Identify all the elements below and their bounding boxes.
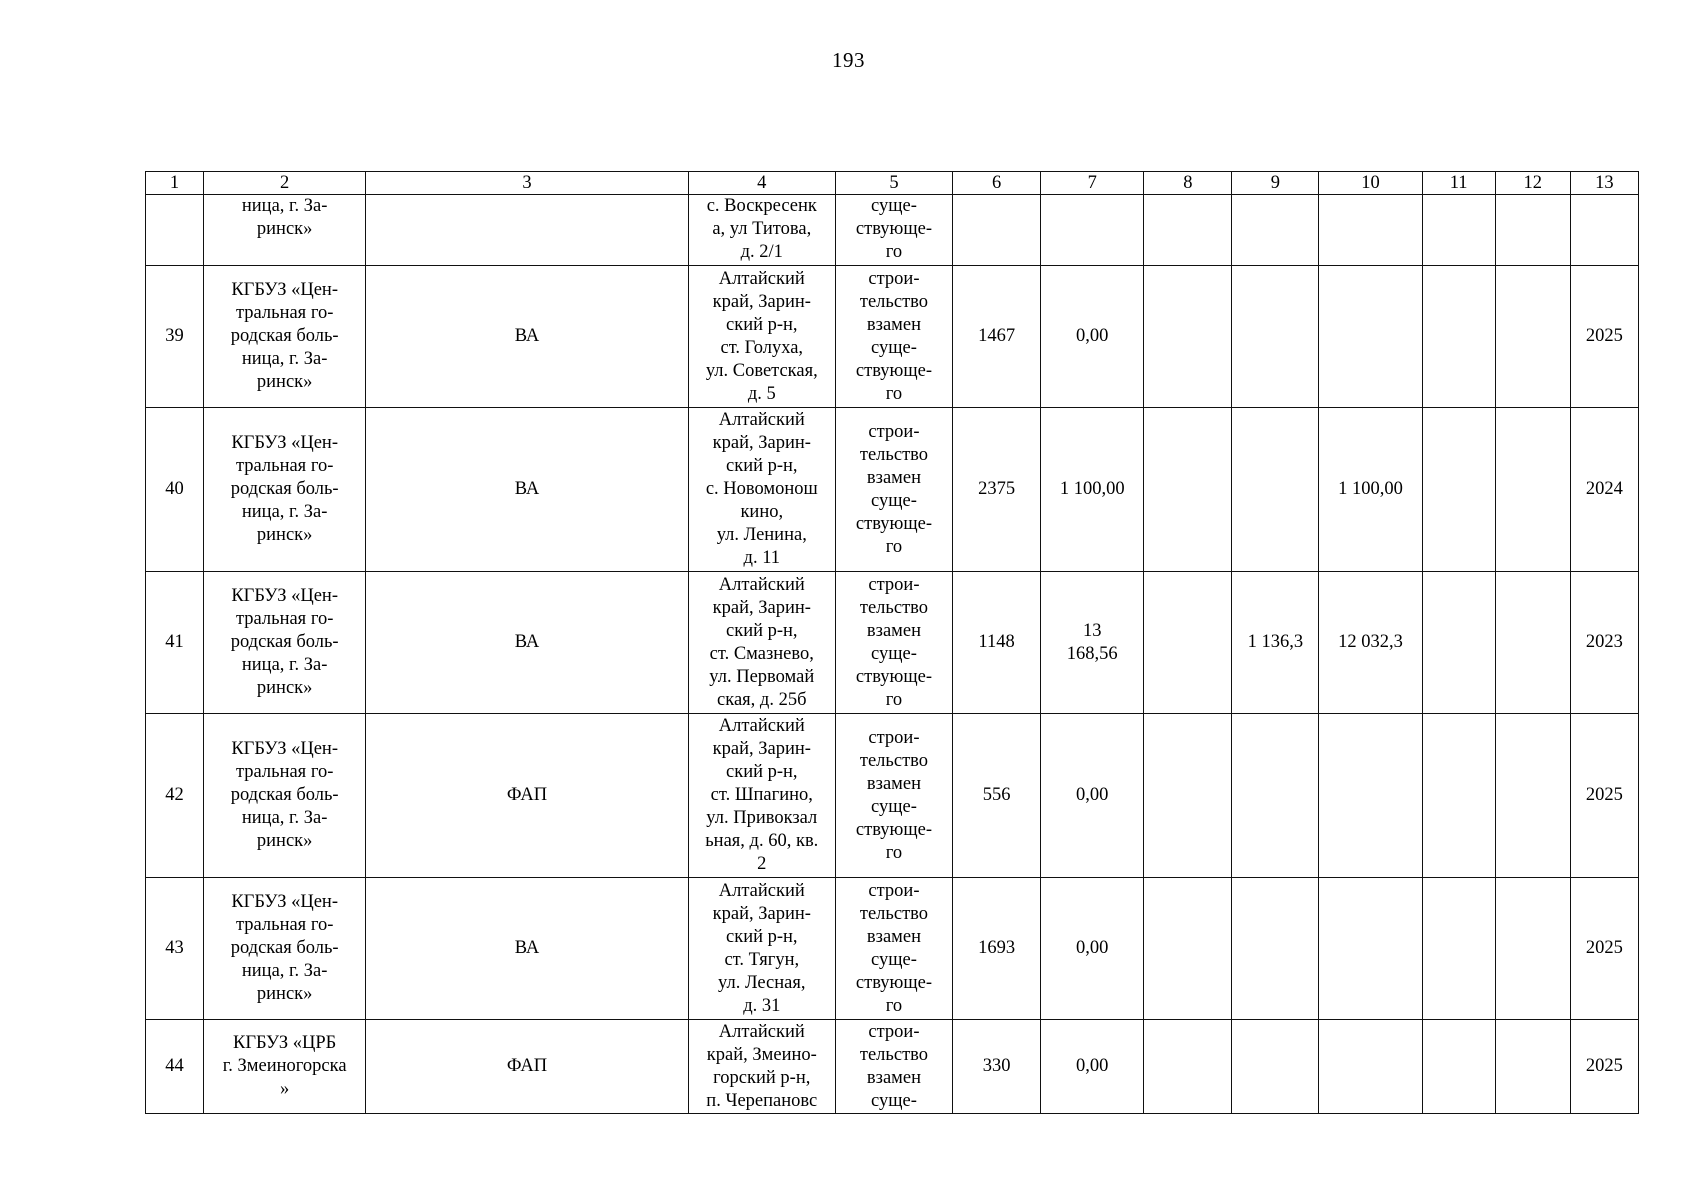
organization-cell: КГБУЗ «Цен- тральная го- родская боль- ница, г. За- ринск» [204, 878, 366, 1020]
cell-col13: 2024 [1570, 408, 1638, 572]
table-row [146, 1020, 1639, 1114]
work-type-cell: строи- тельство взамен суще- ствующе- го [835, 714, 952, 878]
organization-cell: КГБУЗ «Цен- тральная го- родская боль- ница, г. За- ринск» [204, 572, 366, 714]
work-type-cell: строи- тельство взамен суще- [835, 1020, 952, 1114]
cell-col7: 13 168,56 [1041, 572, 1144, 714]
cell-col11 [1422, 1020, 1495, 1114]
table-row [146, 714, 1639, 878]
header-row [146, 172, 1639, 195]
table-row [146, 266, 1639, 408]
object-type-cell: ВА [366, 266, 688, 408]
cell-col12 [1495, 1020, 1570, 1114]
page-number: 193 [832, 48, 865, 72]
column-header-8: 8 [1144, 172, 1232, 195]
cell-col13: 2023 [1570, 572, 1638, 714]
organization-cell: КГБУЗ «Цен- тральная го- родская боль- ница, г. За- ринск» [204, 408, 366, 572]
cell-col6 [953, 195, 1041, 266]
cell-col13: 2025 [1570, 714, 1638, 878]
column-header-3: 3 [366, 172, 688, 195]
object-type-cell: ВА [366, 878, 688, 1020]
row-number-cell: 40 [146, 408, 204, 572]
object-type-cell [366, 195, 688, 266]
address-cell: с. Воскресенк а, ул Титова, д. 2/1 [688, 195, 835, 266]
cell-col10: 1 100,00 [1319, 408, 1422, 572]
cell-col10 [1319, 266, 1422, 408]
cell-col11 [1422, 878, 1495, 1020]
address-cell: Алтайский край, Зарин- ский р-н, ст. Смазнево, ул. Первомай ская, д. 25б [688, 572, 835, 714]
cell-col13: 2025 [1570, 1020, 1638, 1114]
object-type-cell: ФАП [366, 1020, 688, 1114]
cell-col8 [1144, 266, 1232, 408]
object-type-cell: ВА [366, 572, 688, 714]
address-cell: Алтайский край, Зарин- ский р-н, ст. Голуха, ул. Советская, д. 5 [688, 266, 835, 408]
cell-col11 [1422, 195, 1495, 266]
column-header-10: 10 [1319, 172, 1422, 195]
work-type-cell: строи- тельство взамен суще- ствующе- го [835, 572, 952, 714]
address-cell: Алтайский край, Змеино- горский р-н, п. Черепановс [688, 1020, 835, 1114]
table-row [146, 878, 1639, 1020]
work-type-cell: суще- ствующе- го [835, 195, 952, 266]
cell-col7: 0,00 [1041, 266, 1144, 408]
column-header-5: 5 [835, 172, 952, 195]
cell-col7: 1 100,00 [1041, 408, 1144, 572]
cell-col12 [1495, 266, 1570, 408]
cell-col7 [1041, 195, 1144, 266]
cell-col7: 0,00 [1041, 1020, 1144, 1114]
organization-cell: КГБУЗ «Цен- тральная го- родская боль- ница, г. За- ринск» [204, 266, 366, 408]
cell-col9 [1232, 714, 1319, 878]
work-type-cell: строи- тельство взамен суще- ствующе- го [835, 266, 952, 408]
cell-col10 [1319, 195, 1422, 266]
cell-col8 [1144, 195, 1232, 266]
cell-col8 [1144, 408, 1232, 572]
cell-col9 [1232, 408, 1319, 572]
column-header-2: 2 [204, 172, 366, 195]
cell-col12 [1495, 195, 1570, 266]
work-type-cell: строи- тельство взамен суще- ствующе- го [835, 878, 952, 1020]
cell-col11 [1422, 266, 1495, 408]
row-number-cell: 39 [146, 266, 204, 408]
address-cell: Алтайский край, Зарин- ский р-н, ст. Шпагино, ул. Привокзал ьная, д. 60, кв. 2 [688, 714, 835, 878]
cell-col12 [1495, 408, 1570, 572]
cell-col11 [1422, 408, 1495, 572]
cell-col8 [1144, 714, 1232, 878]
cell-col6: 1148 [953, 572, 1041, 714]
cell-col11 [1422, 572, 1495, 714]
column-header-6: 6 [953, 172, 1041, 195]
row-number-cell [146, 195, 204, 266]
cell-col12 [1495, 878, 1570, 1020]
cell-col9 [1232, 1020, 1319, 1114]
organization-cell: КГБУЗ «ЦРБ г. Змеиногорска » [204, 1020, 366, 1114]
cell-col7: 0,00 [1041, 878, 1144, 1020]
cell-col6: 1467 [953, 266, 1041, 408]
cell-col8 [1144, 878, 1232, 1020]
cell-col6: 556 [953, 714, 1041, 878]
cell-col13: 2025 [1570, 266, 1638, 408]
column-header-7: 7 [1041, 172, 1144, 195]
row-number-cell: 43 [146, 878, 204, 1020]
cell-col9 [1232, 195, 1319, 266]
cell-col7: 0,00 [1041, 714, 1144, 878]
cell-col9: 1 136,3 [1232, 572, 1319, 714]
cell-col12 [1495, 572, 1570, 714]
organization-cell: КГБУЗ «Цен- тральная го- родская боль- ница, г. За- ринск» [204, 714, 366, 878]
table-row [146, 572, 1639, 714]
cell-col10: 12 032,3 [1319, 572, 1422, 714]
column-header-13: 13 [1570, 172, 1638, 195]
cell-col13: 2025 [1570, 878, 1638, 1020]
work-type-cell: строи- тельство взамен суще- ствующе- го [835, 408, 952, 572]
column-header-1: 1 [146, 172, 204, 195]
table-row [146, 408, 1639, 572]
object-type-cell: ВА [366, 408, 688, 572]
cell-col8 [1144, 1020, 1232, 1114]
address-cell: Алтайский край, Зарин- ский р-н, ст. Тягун, ул. Лесная, д. 31 [688, 878, 835, 1020]
cell-col6: 2375 [953, 408, 1041, 572]
organization-cell: ница, г. За- ринск» [204, 195, 366, 266]
object-type-cell: ФАП [366, 714, 688, 878]
cell-col10 [1319, 1020, 1422, 1114]
column-header-9: 9 [1232, 172, 1319, 195]
address-cell: Алтайский край, Зарин- ский р-н, с. Новомонош кино, ул. Ленина, д. 11 [688, 408, 835, 572]
cell-col9 [1232, 878, 1319, 1020]
column-header-11: 11 [1422, 172, 1495, 195]
data-table [145, 171, 1639, 1114]
column-header-4: 4 [688, 172, 835, 195]
row-number-cell: 42 [146, 714, 204, 878]
cell-col8 [1144, 572, 1232, 714]
cell-col11 [1422, 714, 1495, 878]
row-number-cell: 41 [146, 572, 204, 714]
cell-col13 [1570, 195, 1638, 266]
cell-col12 [1495, 714, 1570, 878]
cell-col6: 1693 [953, 878, 1041, 1020]
cell-col10 [1319, 878, 1422, 1020]
cell-col6: 330 [953, 1020, 1041, 1114]
column-header-12: 12 [1495, 172, 1570, 195]
table-row [146, 195, 1639, 266]
row-number-cell: 44 [146, 1020, 204, 1114]
cell-col10 [1319, 714, 1422, 878]
cell-col9 [1232, 266, 1319, 408]
